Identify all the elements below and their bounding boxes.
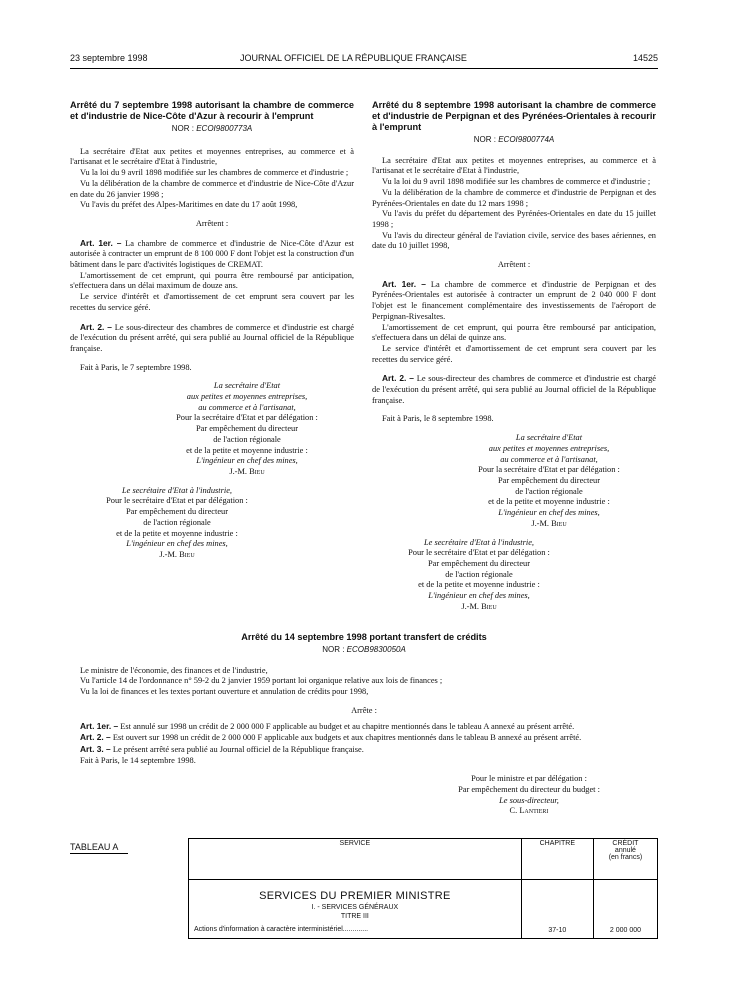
- sig-line: L'ingénieur en chef des mines,: [196, 456, 298, 466]
- paragraph: Vu la loi du 9 avril 1898 modifiée sur les chambres de commerce et d'industrie ;: [382, 177, 651, 187]
- arretent-heading: Arrêtent :: [195, 218, 229, 228]
- paragraph: Vu l'avis du préfet du département des Pyrénées-Orientales en date du 15 juillet 1998 ;: [372, 209, 656, 229]
- paragraph: Vu l'avis du directeur général de l'aviation civile, service des bases aériennes, en date du 10 juillet 1998,: [372, 230, 656, 251]
- signature-block-1: [442, 433, 656, 529]
- article-2: [70, 732, 658, 744]
- sig-line: Pour le secrétaire d'Etat et par délégation :: [408, 548, 550, 558]
- sig-line: Par empêchement du directeur: [195, 424, 299, 434]
- sig-line: et de la petite et moyenne industrie :: [488, 497, 610, 507]
- article-1: [372, 279, 656, 323]
- signatory-name: J.-M. Bieu: [159, 549, 195, 559]
- arrete-perpignan-column: [372, 100, 656, 612]
- section-title: SERVICES DU PREMIER MINISTRE: [259, 890, 451, 902]
- paragraph: Vu la loi du 9 avril 1898 modifiée sur les chambres de commerce et d'industrie ;: [80, 168, 349, 178]
- signatory-name: C. Lantieri: [509, 806, 549, 816]
- nor-reference: [70, 645, 658, 656]
- article-label: Art. 2. –: [80, 321, 112, 332]
- row-label-text: Actions d'information à caractère interministériel: [194, 926, 343, 933]
- nor-label: NOR :: [322, 645, 345, 654]
- titre-label: TITRE III: [340, 913, 369, 920]
- col-credit-line: (en francs): [608, 854, 643, 861]
- col-credit-line: CRÉDIT: [612, 840, 639, 847]
- nor-reference: [70, 124, 354, 135]
- paragraph: Vu la délibération de la chambre de commerce et d'industrie de Perpignan et des Pyrénées-Orientales en date du 12 mars 1998 ;: [372, 187, 656, 208]
- sig-line: Pour la secrétaire d'Etat et par délégation :: [478, 465, 620, 475]
- sig-line: de l'action régionale: [445, 569, 513, 579]
- tableau-label-text: TABLEAU A: [70, 842, 119, 852]
- article-2: [372, 373, 656, 406]
- tableau-label-underline: [70, 853, 128, 854]
- paragraph: L'amortissement de cet emprunt, qui pourra être remboursé par anticipation, s'effectuera dans un délai de quinze ans.: [372, 322, 656, 343]
- page-header: [70, 53, 658, 67]
- sig-line: Par empêchement du directeur: [427, 558, 531, 568]
- signatory-name: J.-M. Bieu: [461, 601, 497, 611]
- article-text: Est ouvert sur 1998 un crédit de 2 000 000 F applicable aux budgets et aux chapitres mentionnés dans le tableau B annexé au présent arrêté.: [112, 733, 582, 743]
- sig-line: L'ingénieur en chef des mines,: [498, 508, 600, 518]
- article-label: Art. 2. –: [80, 732, 111, 743]
- sig-line: au commerce et à l'artisanat,: [198, 402, 296, 412]
- article-text: Le sous-directeur des chambres de commerce et d'industrie est chargé de l'exécution du présent arrêté, qui sera publié au Journal officiel de la République française.: [372, 374, 656, 405]
- header-rule: [70, 68, 658, 69]
- article-text: Le sous-directeur des chambres de commerce et d'industrie est chargé de l'exécution du présent arrêté, qui sera publié au Journal officiel de la République française.: [70, 322, 354, 353]
- signatory-name: J.-M. Bieu: [229, 466, 265, 476]
- arretent-heading: Arrêtent :: [497, 260, 531, 270]
- article-label: Art. 2. –: [382, 373, 414, 384]
- header-journal-title: JOURNAL OFFICIEL DE LA RÉPUBLIQUE FRANÇAISE: [240, 53, 467, 63]
- article-label: Art. 3. –: [80, 743, 111, 754]
- sig-line: et de la petite et moyenne industrie :: [116, 528, 238, 538]
- paragraph: Vu la loi de finances et les textes portant ouverture et annulation de crédits pour 1998,: [80, 687, 369, 697]
- fait-a-paris: Fait à Paris, le 14 septembre 1998.: [80, 755, 196, 765]
- nor-label: NOR :: [171, 124, 194, 133]
- nor-code: ECOI9800774A: [498, 135, 555, 144]
- header-date: 23 septembre 1998: [70, 53, 148, 63]
- sig-line: Par empêchement du directeur du budget :: [458, 785, 600, 795]
- paragraph: Le service d'intérêt et d'amortissement de cet emprunt sera couvert par les recettes du service géré.: [372, 343, 656, 364]
- paragraph: Le service d'intérêt et d'amortissement de cet emprunt sera couvert par les recettes du service géré.: [70, 292, 354, 312]
- sig-line: Par empêchement du directeur: [497, 475, 601, 485]
- sig-line: de l'action régionale: [213, 434, 281, 444]
- sig-line: Pour la secrétaire d'Etat et par délégation :: [176, 413, 318, 423]
- nor-reference: [372, 135, 656, 146]
- col-credit: [593, 839, 657, 880]
- sig-line: Pour le ministre et par délégation :: [471, 774, 587, 784]
- paragraph: Vu l'avis du préfet des Alpes-Maritimes en date du 17 août 1998,: [80, 200, 298, 210]
- sig-line: et de la petite et moyenne industrie :: [186, 445, 308, 455]
- table-row: [189, 880, 658, 939]
- arrete-nice-column: [70, 100, 354, 561]
- signature-block: [400, 774, 658, 817]
- tableau-a-label: [70, 842, 118, 852]
- fait-a-paris: Fait à Paris, le 8 septembre 1998.: [382, 414, 494, 424]
- paragraph: Le ministre de l'économie, des finances et de l'industrie,: [80, 665, 268, 675]
- sig-line: au commerce et à l'artisanat,: [500, 454, 598, 464]
- article-label: Art. 1er. –: [382, 278, 426, 289]
- chapitre-cell: 37-10: [521, 880, 593, 939]
- sig-line: L'ingénieur en chef des mines,: [126, 539, 228, 549]
- sig-line: Par empêchement du directeur: [125, 507, 229, 517]
- arrete-heading: Arrête :: [351, 705, 377, 715]
- article-3: [70, 744, 658, 756]
- section-cell: [189, 880, 522, 939]
- sig-line: Le secrétaire d'Etat à l'industrie,: [423, 537, 535, 547]
- paragraph: Vu l'article 14 de l'ordonnance n° 59-2 du 2 janvier 1959 portant loi organique relative aux lois de finances ;: [80, 676, 443, 686]
- paragraph: La secrétaire d'Etat aux petites et moyennes entreprises, au commerce et à l'artisanat et le secrétaire d'Etat à l'industrie,: [70, 146, 354, 167]
- article-label: Art. 1er. –: [80, 237, 122, 248]
- nor-label: NOR :: [473, 135, 496, 144]
- article-1: [70, 721, 658, 733]
- header-page-number: 14525: [632, 53, 658, 63]
- article-text: Est annulé sur 1998 un crédit de 2 000 000 F applicable au budget et au chapitre mentionnés dans le tableau A annexé au présent arrêté.: [120, 721, 575, 731]
- nor-code: ECOI9800773A: [196, 124, 253, 133]
- sig-line: L'ingénieur en chef des mines,: [428, 591, 530, 601]
- sig-line: Le secrétaire d'Etat à l'industrie,: [121, 485, 233, 495]
- fait-a-paris: Fait à Paris, le 7 septembre 1998.: [80, 362, 192, 372]
- article-1: [70, 238, 354, 271]
- signature-block-2: [70, 486, 284, 561]
- col-credit-line: annulé: [614, 847, 636, 854]
- article-text: La chambre de commerce et d'industrie de Nice-Côte d'Azur est autorisée à contracter un emprunt de 8 100 000 F dont l'objet est la construction d'un bâtiment dans le parc d'activités logistiques de CREMAT.: [70, 238, 354, 270]
- signatory-name: J.-M. Bieu: [531, 518, 567, 528]
- col-service: SERVICE: [189, 839, 522, 880]
- signature-block-2: [372, 538, 586, 613]
- sig-line: de l'action régionale: [515, 486, 583, 496]
- signature-block-1: [140, 381, 354, 477]
- sig-line: La secrétaire d'Etat: [515, 433, 583, 443]
- sig-line: La secrétaire d'Etat: [213, 381, 281, 391]
- subsection-title: I. - SERVICES GÉNÉRAUX: [311, 904, 399, 911]
- sig-line: Le sous-directeur,: [499, 795, 559, 805]
- sig-line: aux petites et moyennes entreprises,: [488, 443, 610, 453]
- sig-line: de l'action régionale: [143, 517, 211, 527]
- table-header-row: [189, 839, 658, 880]
- paragraph: La secrétaire d'Etat aux petites et moyennes entreprises, au commerce et à l'artisanat et le secrétaire d'Etat à l'industrie,: [372, 155, 656, 176]
- paragraph: L'amortissement de cet emprunt, qui pourra être remboursé par anticipation, s'effectuera dans un délai maximum de douze ans.: [70, 270, 354, 291]
- credit-cell: 2 000 000: [593, 880, 657, 939]
- article-label: Art. 1er. –: [80, 720, 119, 731]
- sig-line: Pour le secrétaire d'Etat et par délégation :: [106, 496, 248, 506]
- row-label: Actions d'information à caractère interministériel.............: [194, 926, 369, 933]
- paragraph: Vu la délibération de la chambre de commerce et d'industrie de Nice-Côte d'Azur en date du 26 janvier 1998 ;: [70, 178, 354, 199]
- article-text: Le présent arrêté sera publié au Journal officiel de la République française.: [112, 744, 364, 754]
- article-2: [70, 322, 354, 355]
- article-text: La chambre de commerce et d'industrie de Perpignan et des Pyrénées-Orientales est autorisée à contracter un emprunt de 2 040 000 F dont l'objet est le financement complémentaire des investissements de l'aéroport de Perpignan-Rivesaltes.: [372, 279, 656, 321]
- nor-code: ECOB9830050A: [346, 645, 406, 654]
- tableau-a: [188, 838, 658, 939]
- arrete-transfert-credits: [70, 632, 658, 817]
- arrete-title: Arrêté du 7 septembre 1998 autorisant la chambre de commerce et d'industrie de Nice-Côte d'Azur à recourir à l'emprunt: [70, 100, 354, 121]
- sig-line: aux petites et moyennes entreprises,: [186, 392, 308, 402]
- col-chapitre: CHAPITRE: [521, 839, 593, 880]
- arrete-title: Arrêté du 14 septembre 1998 portant transfert de crédits: [241, 632, 487, 642]
- sig-line: et de la petite et moyenne industrie :: [418, 580, 540, 590]
- arrete-title: Arrêté du 8 septembre 1998 autorisant la chambre de commerce et d'industrie de Perpignan et des Pyrénées-Orientales à recourir à l'emprunt: [372, 100, 656, 132]
